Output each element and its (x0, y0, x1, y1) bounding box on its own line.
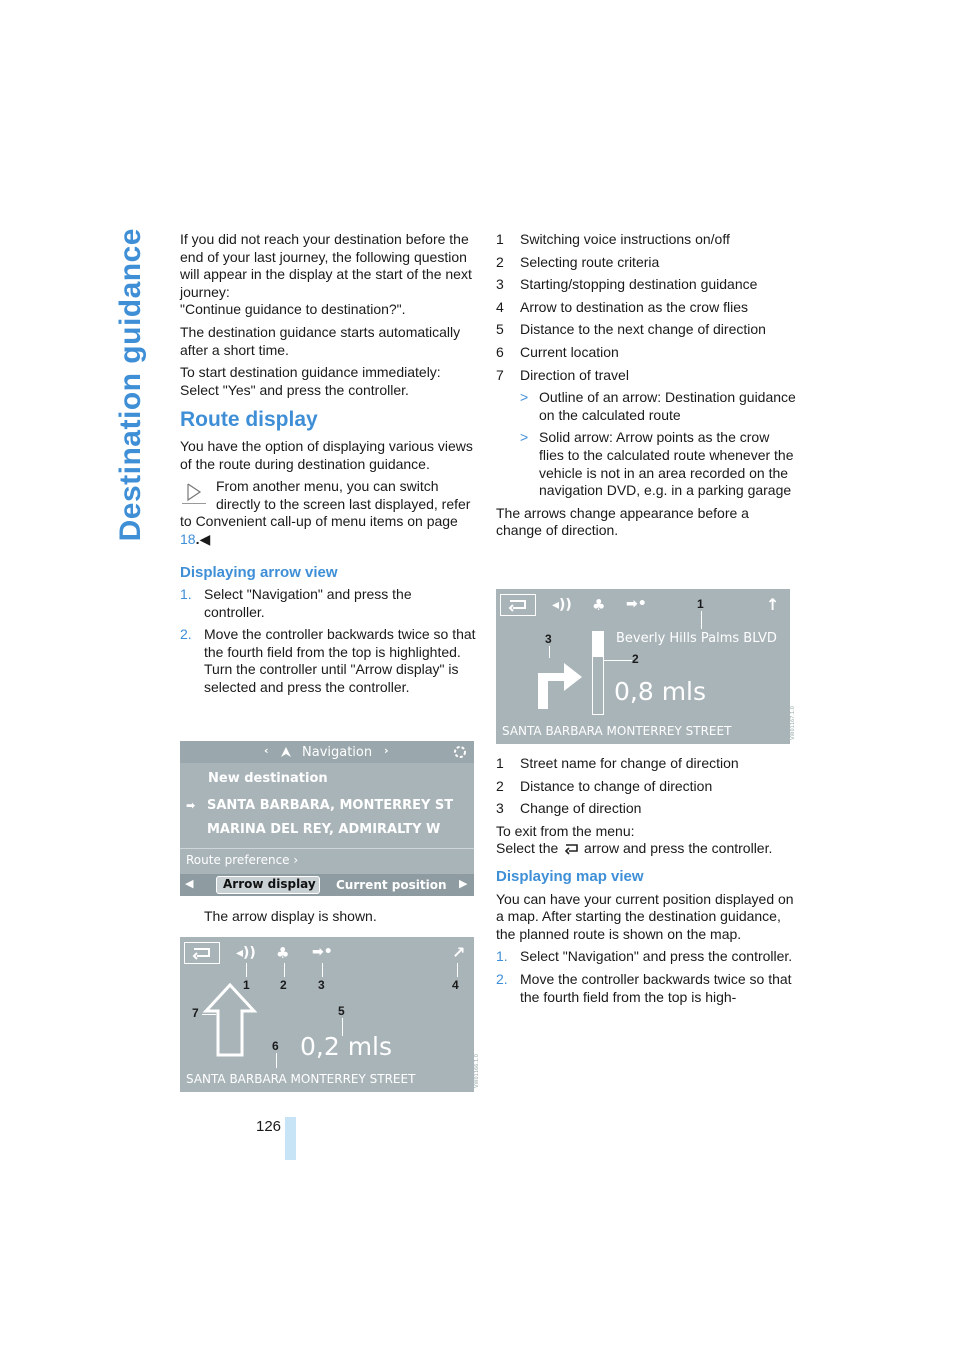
step-list (180, 586, 476, 697)
heading-map-view: Displaying map view (496, 867, 644, 885)
up-arrow-icon: ↑ (766, 595, 780, 614)
paragraph: If you did not reach your destination before the end of your last journey, the following question will appear in the display at the start of the next journey: "Continue guidance to destination?". (180, 231, 472, 318)
arrow-display-screenshot: ◂)) ♣ ➡• ↗ 1 2 3 4 7 5 0,2 mls 6 SANTA BARBARA MONTERREY STREET VW01166.1.0 (180, 937, 474, 1092)
route-criteria-icon: ♣ (276, 944, 290, 962)
guidance-icon: ➡• (312, 944, 333, 960)
chevron-left-icon: ‹ (264, 744, 269, 757)
right-column-lower (496, 755, 796, 1011)
route-criteria-icon: ♣ (592, 596, 606, 614)
turn-right-arrow-icon (534, 653, 586, 709)
menu-item-destination[interactable]: SANTA BARBARA, MONTERREY ST (207, 798, 454, 813)
paragraph: You can have your current position displayed on a map. After starting the destination guidance, the planned route is shown on the map. (496, 890, 794, 942)
voice-icon: ◂)) (236, 945, 256, 961)
menu-item-new-destination[interactable]: New destination (208, 771, 328, 786)
list-item: 2 Distance to change of direction (496, 777, 713, 794)
list-item: 2. Move the controller backwards twice so that the fourth field from the top is high- (496, 970, 792, 1005)
list-item: 1. Select "Navigation" and press the controller. (180, 586, 412, 620)
heading-arrow-view: Displaying arrow view (180, 563, 338, 581)
heading-route-display: Route display (180, 408, 318, 432)
right-column (496, 231, 796, 545)
navigation-menu-screenshot (180, 741, 474, 896)
list-item: > Outline of an arrow: Destination guidance on the calculated route (520, 389, 796, 423)
tab-current-position[interactable]: Current position (336, 878, 447, 892)
distance: 0,2 mls (300, 1032, 393, 1061)
play-note-icon (182, 480, 206, 504)
sub-list (496, 389, 796, 500)
turn-display-screenshot: ◂)) ♣ ➡• ↑ 1 3 2 Beverly Hills Palms BLVD 0,8 mls SANTA BARBARA MONTERREY STREET VW01167.1.0 (496, 589, 790, 744)
page-link[interactable]: 18 (180, 530, 196, 547)
step-list (496, 948, 796, 1006)
list-item: 1 Street name for change of direction (496, 755, 739, 771)
section-title: Destination guidance (114, 228, 147, 542)
navigation-icon (279, 745, 293, 759)
chevron-right-icon: › (384, 744, 389, 757)
list-item: 4 Arrow to destination as the crow flies (496, 298, 748, 315)
paragraph: The arrows change appearance before a change of direction. (496, 504, 749, 539)
back-arrow-icon (562, 842, 580, 854)
distance: 0,8 mls (614, 677, 707, 706)
list-item: 7 Direction of travel (496, 366, 629, 383)
street-name: SANTA BARBARA MONTERREY STREET (186, 1072, 416, 1086)
paragraph: You have the option of displaying various views of the route during destination guidance. (180, 437, 473, 472)
left-column (180, 231, 476, 702)
crow-flies-arrow-icon: ↗ (452, 943, 466, 962)
paragraph: The destination guidance starts automatically after a short time. (180, 323, 461, 358)
menu-title: Navigation (302, 745, 373, 760)
back-arrow-icon (184, 942, 220, 964)
legend-list (496, 231, 796, 384)
list-item: 3 Change of direction (496, 800, 642, 817)
distance-bar (592, 631, 604, 715)
menu-item-route-preference[interactable]: Route preference › (186, 853, 299, 867)
caption: The arrow display is shown. (204, 908, 377, 924)
list-item: 5 Distance to the next change of direction (496, 321, 766, 338)
legend-list (496, 755, 796, 818)
list-item: 2 Selecting route criteria (496, 253, 660, 270)
settings-icon (452, 744, 468, 760)
arrow-right-icon: ➡ (186, 799, 196, 812)
back-arrow-icon (500, 594, 536, 616)
list-item: 2. Move the controller backwards twice so that the fourth field from the top is highlighted. Turn the controller until "Arrow display" is selected and press the controller. (180, 626, 476, 696)
list-item: 6 Current location (496, 343, 619, 360)
next-street-name: Beverly Hills Palms BLVD (616, 631, 777, 646)
page-number: 126 (256, 1118, 282, 1135)
list-item: 3 Starting/stopping destination guidance (496, 276, 758, 293)
list-item: > Solid arrow: Arrow points as the crow flies to the calculated route whenever the vehicle is not in an area recorded on the navigation DVD, e.g. in a parking garage (520, 429, 794, 499)
menu-item-destination[interactable]: MARINA DEL REY, ADMIRALTY W (207, 822, 441, 837)
scroll-left-icon[interactable]: ◀ (185, 877, 194, 890)
list-item: 1. Select "Navigation" and press the controller. (496, 948, 793, 965)
guidance-icon: ➡• (626, 596, 647, 612)
voice-icon: ◂)) (552, 597, 572, 613)
scroll-right-icon[interactable]: ▶ (459, 877, 468, 890)
note: From another menu, you can switch directly to the screen last displayed, refer to Convenient call-up of menu items on page 18.◀ (180, 478, 471, 547)
paragraph: To exit from the menu: Select the arrow and press the controller. (496, 822, 773, 857)
paragraph: To start destination guidance immediately: Select "Yes" and press the controller. (180, 364, 441, 398)
page-marker (285, 1117, 296, 1160)
street-name: SANTA BARBARA MONTERREY STREET (502, 724, 732, 738)
direction-arrow-icon (204, 983, 256, 1057)
tab-arrow-display[interactable]: Arrow display (216, 876, 320, 894)
list-item: 1 Switching voice instructions on/off (496, 231, 730, 247)
